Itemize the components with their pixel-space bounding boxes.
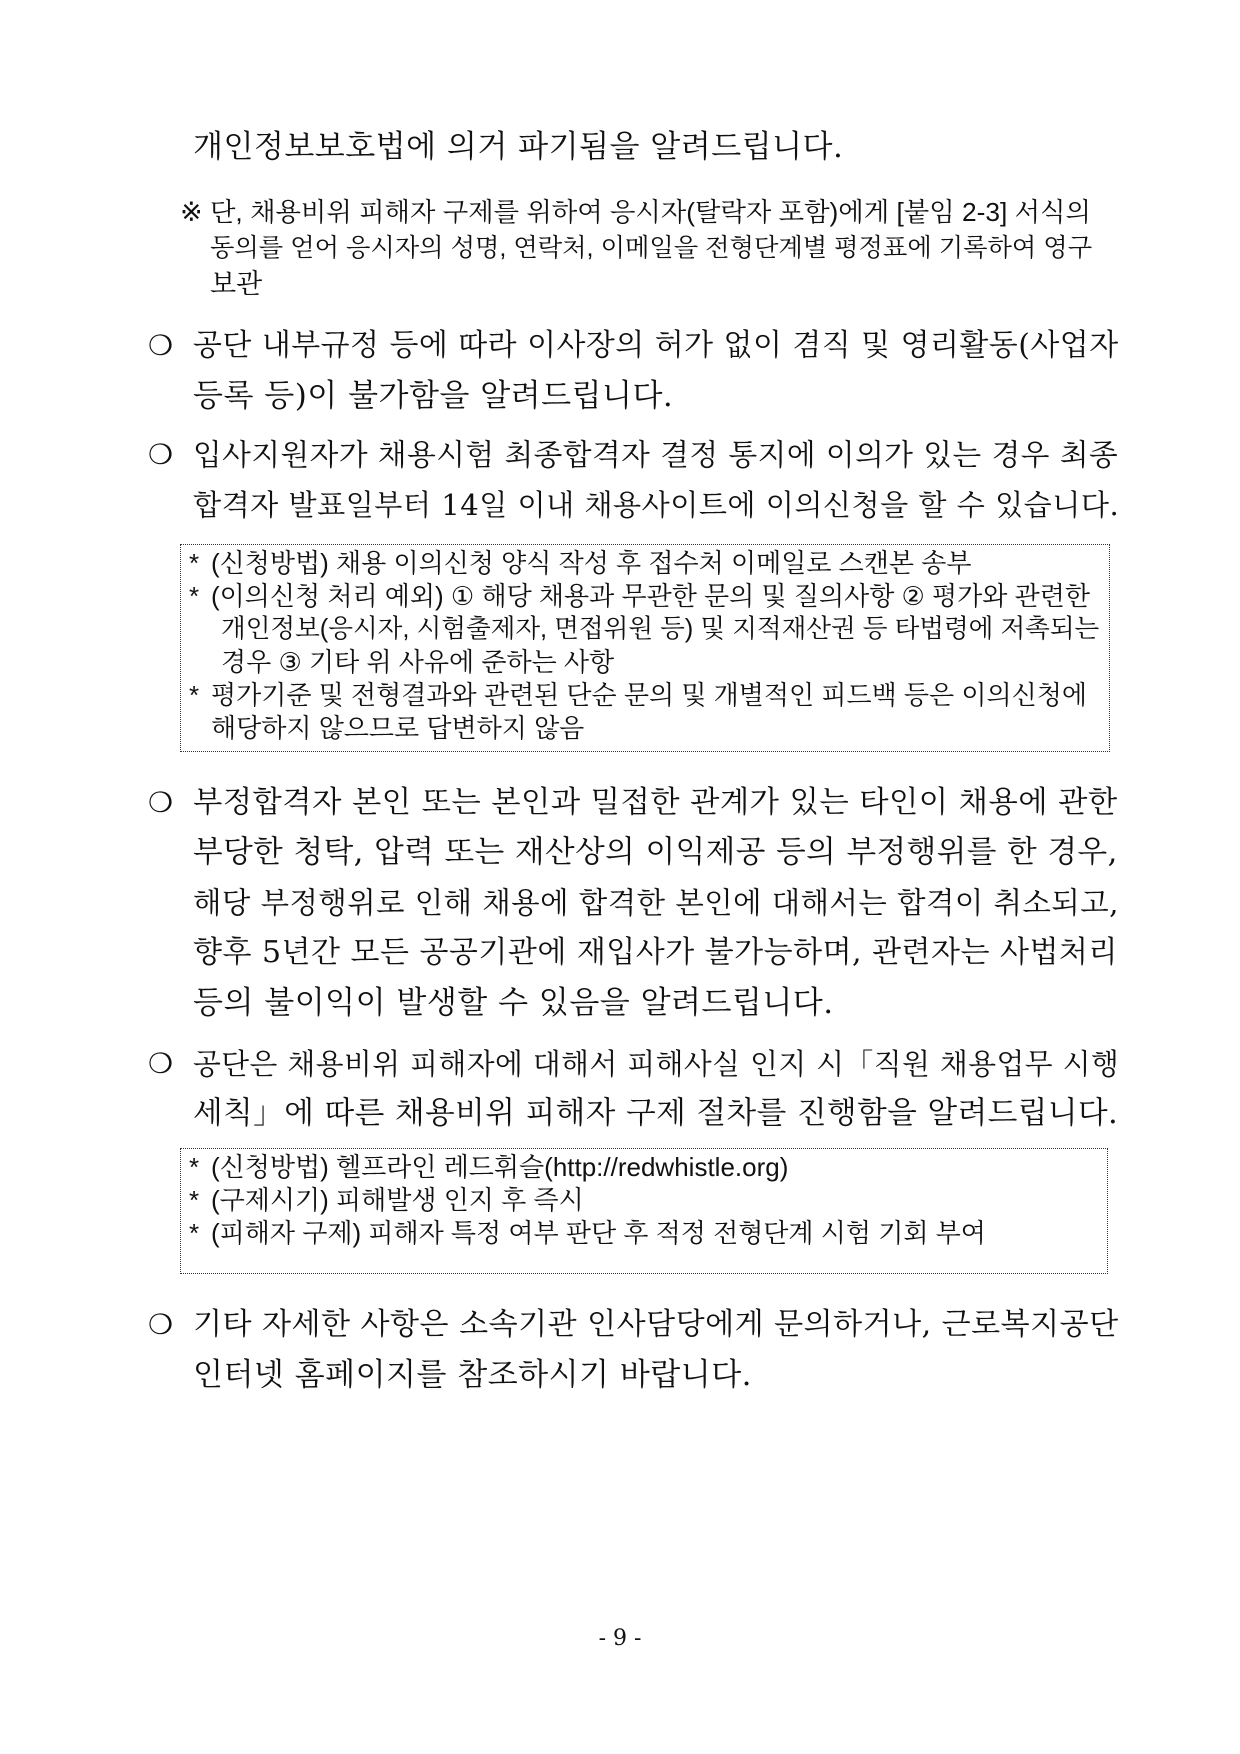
box-item-line: (이의신청 처리 예외) ① 해당 채용과 무관한 문의 및 질의사항 ② 평가와 관련한	[211, 581, 1090, 611]
paragraph-line: 향후 5년간 모든 공공기관에 재입사가 불가능하며, 관련자는 사법처리	[193, 935, 1118, 970]
paragraph-line: 공단 내부규정 등에 따라 이사장의 허가 없이 겸직 및 영리활동(사업자	[193, 328, 1119, 363]
page-number: - 9 -	[598, 1626, 642, 1651]
box-item	[189, 1184, 1099, 1217]
intro-paragraph	[193, 122, 1118, 172]
paragraph-line: 해당 부정행위로 인해 채용에 합격한 본인에 대해서는 합격이 취소되고,	[193, 886, 1119, 920]
box-item-star: *	[189, 1218, 200, 1248]
note-line: 단, 채용비위 피해자 구제를 위하여 응시자(탈락자 포함)에게 [붙임 2-3] 서식의	[210, 197, 1091, 227]
paragraph-line: 등록 등)이 불가함을 알려드립니다.	[193, 378, 674, 414]
paragraph-line: 인터넷 홈페이지를 참조하시기 바랍니다.	[193, 1357, 752, 1393]
box-item-line: 해당하지 않으므로 답변하지 않음	[211, 713, 585, 743]
box-item	[189, 1217, 1099, 1250]
box-item-line: 평가기준 및 전형결과와 관련된 단순 문의 및 개별적인 피드백 등은 이의신청에	[211, 680, 1087, 710]
box-item-star: *	[189, 1152, 200, 1182]
bullet-circle-icon: ❍	[148, 1047, 174, 1080]
box-item-line: 경우 ③ 기타 위 사유에 준하는 사항	[221, 647, 615, 677]
box-item	[189, 580, 1101, 679]
box-item	[189, 547, 1101, 580]
paragraph-line: 부정합격자 본인 또는 본인과 밀접한 관계가 있는 타인이 채용에 관한	[193, 785, 1118, 820]
paragraph-victim-relief	[193, 1039, 1118, 1139]
box-item-star: *	[189, 680, 200, 710]
box-item-line: (신청방법) 헬프라인 레드휘슬(http://redwhistle.org)	[211, 1152, 789, 1182]
paragraph-side-job	[193, 321, 1118, 421]
paragraph-contact	[193, 1300, 1118, 1400]
victim-relief-info-box	[180, 1148, 1108, 1274]
bullet-circle-icon: ❍	[148, 438, 174, 471]
box-item-star: *	[189, 1185, 200, 1215]
intro-line: 개인정보보호법에 의거 파기됨을 알려드립니다.	[193, 129, 844, 165]
paragraph-line: 입사지원자가 채용시험 최종합격자 결정 통지에 이의가 있는 경우 최종	[193, 437, 1119, 472]
box-item-line: (구제시기) 피해발생 인지 후 즉시	[211, 1185, 584, 1215]
box-item-line: (신청방법) 채용 이의신청 양식 작성 후 접수처 이메일로 스캔본 송부	[211, 548, 972, 578]
paragraph-line: 등의 불이익이 발생할 수 있음을 알려드립니다.	[193, 985, 834, 1021]
box-item-star: *	[189, 548, 200, 578]
box-item	[189, 679, 1101, 745]
paragraph-line: 공단은 채용비위 피해자에 대해서 피해사실 인지 시「직원 채용업무 시행	[193, 1047, 1120, 1081]
paragraph-fraud	[193, 778, 1118, 1028]
paragraph-line: 기타 자세한 사항은 소속기관 인사담당에게 문의하거나, 근로복지공단	[193, 1307, 1119, 1342]
bullet-circle-icon: ❍	[148, 329, 174, 362]
objection-info-box	[180, 544, 1110, 752]
note-line: 보관	[210, 269, 263, 299]
note-line: 동의를 얻어 응시자의 성명, 연락처, 이메일을 전형단계별 평정표에 기록하여 영구	[210, 234, 1093, 262]
paragraph-line: 합격자 발표일부터 14일 이내 채용사이트에 이의신청을 할 수 있습니다.	[193, 488, 1120, 522]
paragraph-line: 부당한 청탁, 압력 또는 재산상의 이익제공 등의 부정행위를 한 경우,	[193, 835, 1118, 870]
bullet-circle-icon: ❍	[148, 786, 174, 819]
paragraph-line: 세칙」에 따른 채용비위 피해자 구제 절차를 진행함을 알려드립니다.	[193, 1096, 1119, 1131]
paragraph-objection	[193, 430, 1118, 530]
box-item-star: *	[189, 581, 200, 611]
note-mark: ※	[180, 197, 203, 227]
box-item-line: (피해자 구제) 피해자 특정 여부 판단 후 적정 전형단계 시험 기회 부여	[211, 1218, 986, 1248]
box-item	[189, 1151, 1099, 1184]
box-item-line: 개인정보(응시자, 시험출제자, 면접위원 등) 및 지적재산권 등 타법령에 저촉되는	[221, 615, 1100, 643]
bullet-circle-icon: ❍	[148, 1308, 174, 1341]
note-block	[180, 194, 1120, 302]
